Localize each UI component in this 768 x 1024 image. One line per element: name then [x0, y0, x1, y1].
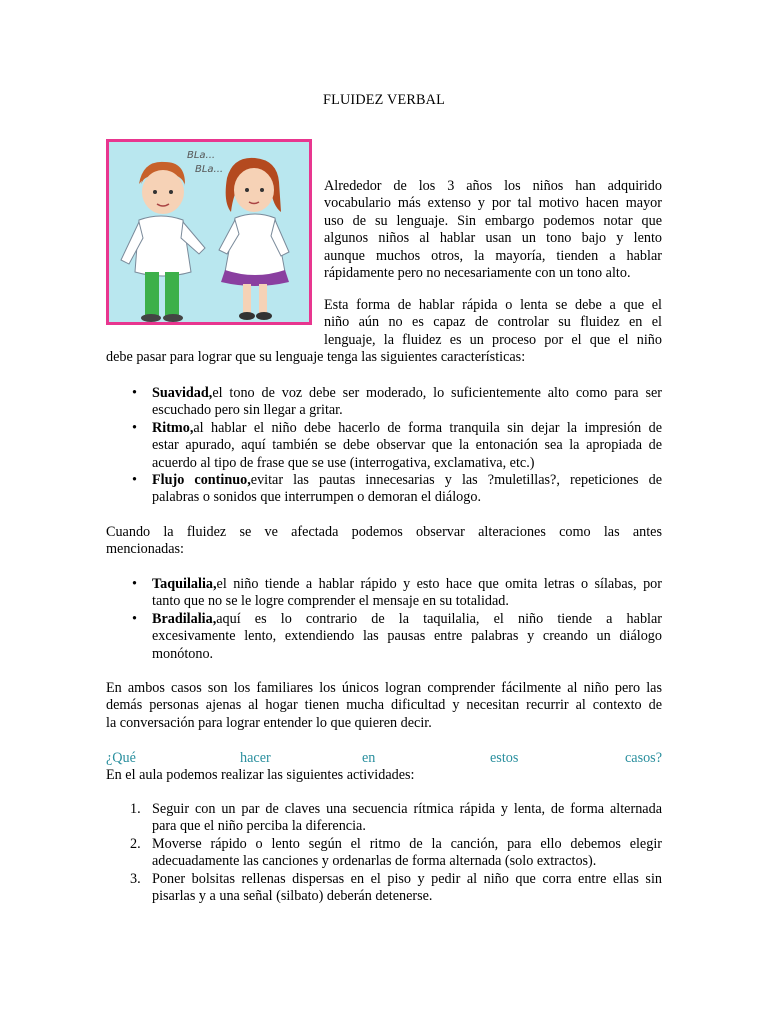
list-item [106, 385, 662, 420]
item-text: el tono de voz debe ser moderado, lo suficientemente alto como para ser [212, 385, 662, 401]
activities-intro [106, 767, 662, 784]
item-text: escuchado pero sin llegar a gritar. [152, 402, 343, 419]
bullet-icon: • [132, 610, 137, 627]
list-item [106, 611, 662, 663]
item-text: pisarlas y a una señal (silbato) deberán detenerse. [152, 887, 433, 904]
activities-list [106, 801, 662, 905]
question-word: hacer [240, 750, 271, 766]
intro-line: aunque muchos otros, la mayoría, tienden a hablar [324, 247, 662, 264]
paragraph-line: mencionadas: [106, 541, 185, 558]
question-word: ¿Qué [106, 750, 136, 766]
intro-line: rápidamente pero no necesariamente con un tono alto. [324, 264, 631, 281]
bullet-icon: • [132, 576, 137, 592]
intro-line: Alrededor de los 3 años los niños han adquirido [324, 178, 662, 194]
list-item [106, 576, 662, 611]
item-text: Poner bolsitas rellenas dispersas en el piso y pedir al niño que corra entre ellas sin [152, 870, 662, 887]
bullet-icon: • [132, 385, 137, 401]
list-item [106, 472, 662, 507]
paragraph-line: niño aún no es capaz de controlar su fluidez en el [324, 314, 662, 331]
item-text: para que el niño perciba la diferencia. [152, 818, 366, 835]
children-illustration [106, 139, 312, 325]
term-label: Bradilalia, [152, 610, 217, 627]
question-word: casos? [624, 750, 662, 766]
item-text: acuerdo al tipo de frase que se use (interrogativa, exclamativa, etc.) [152, 454, 535, 471]
list-item [106, 801, 662, 836]
paragraph-line: la conversación para lograr entender lo que quieren decir. [106, 714, 432, 731]
item-text: tanto que no se le logre comprender el mensaje en su totalidad. [152, 593, 509, 610]
intro-paragraph [324, 178, 662, 282]
paragraph-line: demás personas ajenas al hogar tienen mucha dificultad y necesitan recurrir al contexto de [106, 697, 662, 714]
item-text: monótono. [152, 645, 214, 662]
item-text: Moverse rápido o lento según el ritmo de la canción, para ello debemos elegir [152, 835, 662, 852]
paragraph-2-end [106, 349, 662, 366]
item-text: estar apurado, aquí también se debe observar que la entonación sea la apropiada de [152, 437, 662, 454]
item-text: al hablar el niño debe hacerlo de forma tranquila sin dejar la impresión de [193, 419, 662, 436]
item-number: 2. [130, 835, 141, 852]
intro-line: uso de su lenguaje. Sin embargo podemos notar que [324, 212, 662, 229]
term-label: Taquilalia, [152, 576, 217, 592]
disorders-list [106, 576, 662, 663]
paragraph-line: Cuando la fluidez se ve afectada podemos observar alteraciones como las antes [106, 524, 662, 540]
page-title: FLUIDEZ VERBAL [323, 92, 445, 108]
bullet-icon: • [132, 471, 137, 488]
item-text: el niño tiende a hablar rápido y esto hace que omita letras o sílabas, por [216, 576, 662, 592]
paragraph-line: debe pasar para lograr que su lenguaje tenga las siguientes características: [106, 349, 526, 365]
term-label: Suavidad, [152, 385, 213, 401]
item-text: aquí es lo contrario de la taquilalia, el niño tiende a hablar [216, 610, 662, 627]
bullet-icon: • [132, 419, 137, 436]
item-number: 3. [130, 870, 141, 887]
paragraph-line: En ambos casos son los familiares los únicos logran comprender fácilmente al niño pero las [106, 680, 662, 696]
question-word: en [362, 750, 376, 766]
term-label: Flujo continuo, [152, 471, 251, 488]
item-text: evitar las pautas innecesarias y las ?muletillas?, repeticiones de [250, 471, 662, 488]
item-text: adecuadamente las canciones y ordenarlas de forma alternada (solo extractos). [152, 853, 597, 870]
paragraph-line: Esta forma de hablar rápida o lenta se debe a que el [324, 297, 662, 313]
item-number: 1. [130, 801, 141, 817]
question-word: estos [490, 750, 519, 766]
bla-text-2: BLa... [195, 164, 224, 175]
paragraph-4 [106, 680, 662, 732]
paragraph-3 [106, 524, 662, 559]
item-text: palabras o sonidos que interrumpen o demoran el diálogo. [152, 489, 481, 506]
intro-line: vocabulario más extenso y por tal motivo hacen mayor [324, 195, 662, 212]
intro-line: algunos niños al hablar usan un tono bajo y lento [324, 230, 662, 247]
paragraph-line: En el aula podemos realizar las siguientes actividades: [106, 767, 415, 783]
bla-text-1: BLa... [187, 150, 216, 161]
characteristics-list [106, 385, 662, 507]
list-item [106, 836, 662, 871]
children-talking-image [109, 142, 309, 322]
paragraph-2 [324, 297, 662, 349]
question-heading [106, 750, 662, 768]
list-item [106, 871, 662, 906]
list-item [106, 420, 662, 472]
paragraph-line: lenguaje, la fluidez es un proceso por el que el niño [324, 331, 662, 348]
term-label: Ritmo, [152, 419, 194, 436]
item-text: Seguir con un par de claves una secuencia rítmica rápida y lenta, de forma alternada [152, 801, 662, 817]
item-text: excesivamente lento, extendiendo las pausas entre palabras y creando un diálogo [152, 628, 662, 645]
